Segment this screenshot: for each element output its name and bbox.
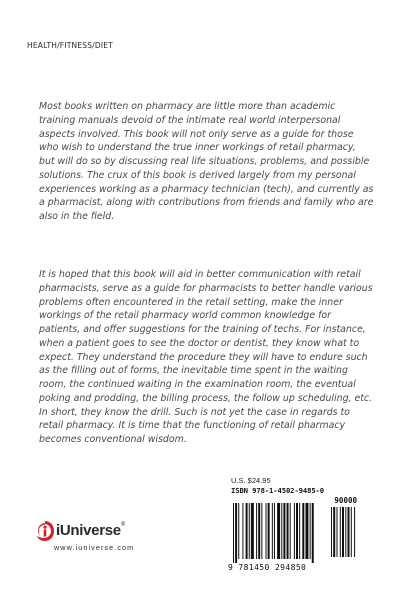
barcode-bar xyxy=(256,503,257,559)
barcode-bar xyxy=(246,503,248,559)
barcode-addon-bar xyxy=(331,507,332,557)
barcode-block xyxy=(231,476,371,505)
barcode-bar xyxy=(310,503,311,559)
barcode-addon-bar xyxy=(354,507,355,557)
publisher-url: www.iuniverse.com xyxy=(54,543,135,552)
barcode-bar xyxy=(238,503,239,559)
barcode-bar xyxy=(302,503,304,559)
barcode-bar xyxy=(235,503,237,563)
publisher-mark-icon xyxy=(35,520,55,542)
barcode-addon-bar xyxy=(333,507,335,557)
barcode-addon-bar xyxy=(351,507,352,557)
barcode-bar xyxy=(258,503,260,559)
barcode-bar xyxy=(287,503,289,559)
barcode-bar xyxy=(242,503,243,559)
category-label: HEALTH/FITNESS/DIET xyxy=(27,41,114,50)
barcode-bar xyxy=(277,503,280,559)
barcode-bar xyxy=(290,503,291,559)
barcode-bar xyxy=(294,503,295,559)
barcode-bar xyxy=(266,503,267,559)
barcode-bar xyxy=(268,503,270,559)
barcode-graphic xyxy=(231,503,371,563)
barcode-addon-code: 90000 xyxy=(334,496,357,505)
barcode-addon-bar xyxy=(345,507,346,557)
barcode-number: 9 781450 294850 xyxy=(228,563,307,572)
publisher-name: iUniverse® xyxy=(56,522,125,539)
barcode-bar xyxy=(296,503,298,559)
barcode-bar xyxy=(283,503,285,559)
barcode-bar xyxy=(299,503,300,559)
blurb-paragraph-1: Most books written on pharmacy are little more than academic training manuals devoid of the intimate real world interpersonal aspects involved. This book will not only serve as a guide for those who wish to understand the true inner workings of retail pharmacy, but will do so by discussing real life situations, problems, and possible solutions. The crux of this book is derived largely from my personal experiences working as a pharmacy technician (tech), and currently as a pharmacist, along with contributions from friends and family who are also in the field. xyxy=(39,101,374,222)
barcode-addon-bar xyxy=(342,507,344,557)
barcode-addon-bar xyxy=(340,507,341,557)
barcode-bar xyxy=(312,503,314,563)
isbn-label: ISBN 978-1-4502-9485-0 xyxy=(231,486,324,495)
barcode-addon-bar xyxy=(337,507,338,557)
barcode-bar xyxy=(249,503,250,559)
blurb-paragraph-2: It is hoped that this book will aid in better communication with retail pharmacists, serve as a guide for pharmacists to better handle various problems often encountered in the retail setting, make the inner workings of the retail pharmacy world common knowledge for patients, and offer suggestions for the training of techs. For instance, when a patient goes to see the doctor or dentist, they know what to expect. They understand the procedure they will have to endure such as the filling out of forms, the inevitable time spent in the waiting room, the continued waiting in the examination room, the eventual poking and prodding, the billing process, the follow up scheduling, etc. In short, they know the drill. Such is not yet the case in regards to retail pharmacy. It is time that the functioning of retail pharmacy becomes conventional wisdom. xyxy=(39,269,373,445)
barcode-bar xyxy=(261,503,262,559)
barcode-bar xyxy=(305,503,308,559)
barcode-bar xyxy=(272,503,273,559)
barcode-addon-bar xyxy=(348,507,350,557)
barcode-bar xyxy=(251,503,254,559)
barcode-bar xyxy=(233,503,234,563)
barcode-bar xyxy=(281,503,282,559)
price-label: U.S. $24.95 xyxy=(231,476,271,485)
barcode-bar xyxy=(274,503,275,559)
